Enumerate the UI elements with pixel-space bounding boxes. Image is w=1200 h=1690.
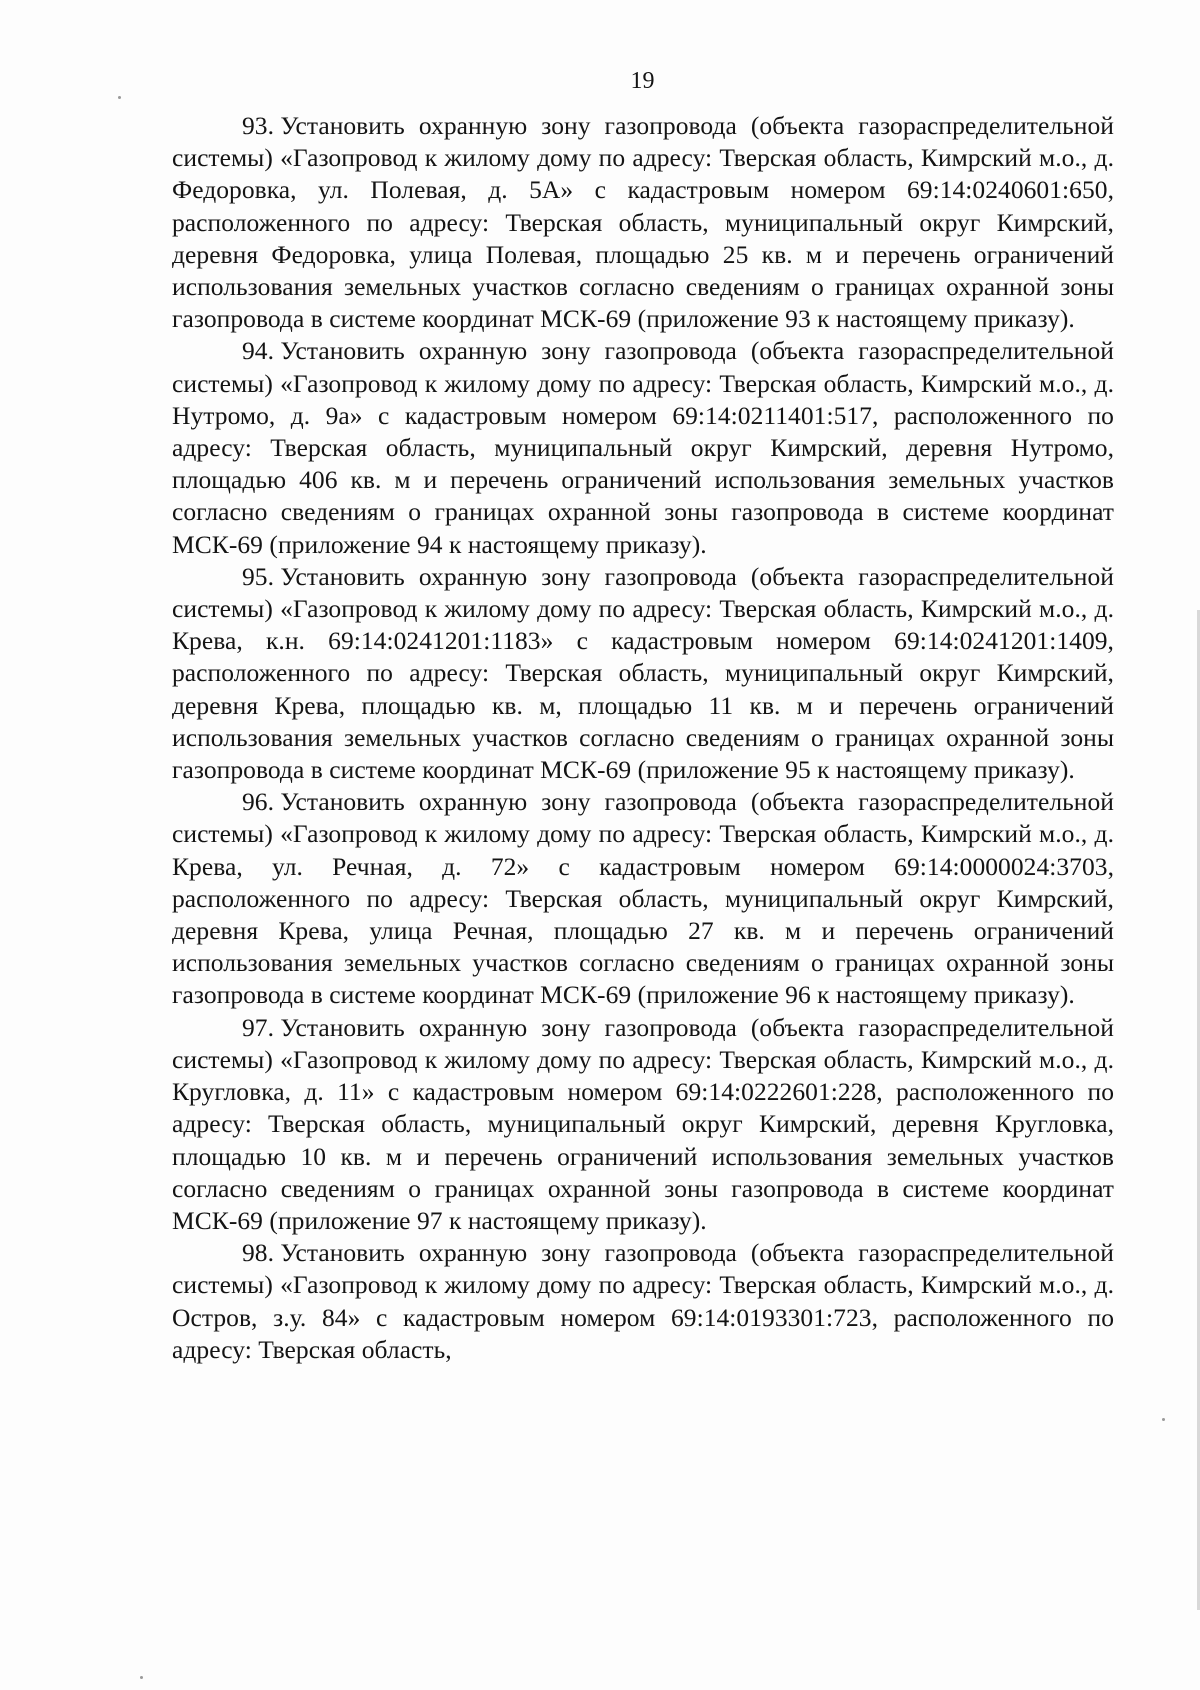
paragraph-96 [172, 786, 1114, 1011]
scan-speck [118, 96, 121, 99]
paragraph-text: Установить охранную зону газопровода (объекта газораспределительной системы) «Газопровод к жилому дому по адресу: Тверская область, Кимрский м.о., д. Нутромо, д. 9а» с кадастровым номером 69:14:0211401:517, расположенного по адресу: Тверская область, муниципальный округ Кимрский, деревня Нутромо, площадью 406 кв. м и перечень ограничений использования земельных участков согласно сведениям о границах охранной зоны газопровода в системе координат МСК-69 (приложение 94 к настоящему приказу). [172, 336, 1114, 559]
page-number: 19 [630, 68, 655, 94]
paragraph-text: Установить охранную зону газопровода (объекта газораспределительной системы) «Газопровод к жилому дому по адресу: Тверская область, Кимрский м.о., д. Кругловка, д. 11» с кадастровым номером 69:14:0222601:228, расположенного по адресу: Тверская область, муниципальный округ Кимрский, деревня Кругловка, площадью 10 кв. м и перечень ограничений использования земельных участков согласно сведениям о границах охранной зоны газопровода в системе координат МСК-69 (приложение 97 к настоящему приказу). [172, 1012, 1114, 1235]
paragraph-98 [172, 1237, 1114, 1366]
paragraph-97 [172, 1012, 1114, 1237]
paragraph-94 [172, 335, 1114, 560]
paragraph-text: Установить охранную зону газопровода (объекта газораспределительной системы) «Газопровод к жилому дому по адресу: Тверская область, Кимрский м.о., д. Крева, к.н. 69:14:0241201:1183» с кадастровым номером 69:14:0241201:1409, расположенного по адресу: Тверская область, муниципальный округ Кимрский, деревня Крева, площадью кв. м, площадью 11 кв. м и перечень ограничений использования земельных участков согласно сведениям о границах охранной зоны газопровода в системе координат МСК-69 (приложение 95 к настоящему приказу). [172, 561, 1114, 785]
document-body [172, 110, 1114, 1366]
paragraph-number: 95. [242, 561, 275, 591]
scan-speck [140, 1676, 143, 1679]
paragraph-number: 94. [242, 336, 275, 366]
paragraph-number: 97. [242, 1012, 275, 1042]
paragraph-text: Установить охранную зону газопровода (объекта газораспределительной системы) «Газопровод к жилому дому по адресу: Тверская область, Кимрский м.о., д. Остров, з.у. 84» с кадастровым номером 69:14:0193301:723, расположенного по адресу: Тверская область, [172, 1238, 1114, 1364]
paragraph-text: Установить охранную зону газопровода (объекта газораспределительной системы) «Газопровод к жилому дому по адресу: Тверская область, Кимрский м.о., д. Федоровка, ул. Полевая, д. 5А» с кадастровым номером 69:14:0240601:650, расположенного по адресу: Тверская область, муниципальный округ Кимрский, деревня Федоровка, улица Полевая, площадью 25 кв. м и перечень ограничений использования земельных участков согласно сведениям о границах охранной зоны газопровода в системе координат МСК-69 (приложение 93 к настоящему приказу). [172, 111, 1114, 334]
paragraph-number: 93. [242, 111, 275, 140]
paragraph-93 [172, 110, 1114, 335]
paragraph-95 [172, 561, 1114, 786]
scan-speck [1162, 1418, 1165, 1421]
paragraph-number: 98. [242, 1238, 275, 1268]
paragraph-number: 96. [242, 787, 275, 817]
paragraph-text: Установить охранную зону газопровода (объекта газораспределительной системы) «Газопровод к жилому дому по адресу: Тверская область, Кимрский м.о., д. Крева, ул. Речная, д. 72» с кадастровым номером 69:14:0000024:3703, расположенного по адресу: Тверская область, муниципальный округ Кимрский, деревня Крева, улица Речная, площадью 27 кв. м и перечень ограничений использования земельных участков согласно сведениям о границах охранной зоны газопровода в системе координат МСК-69 (приложение 96 к настоящему приказу). [172, 787, 1114, 1010]
